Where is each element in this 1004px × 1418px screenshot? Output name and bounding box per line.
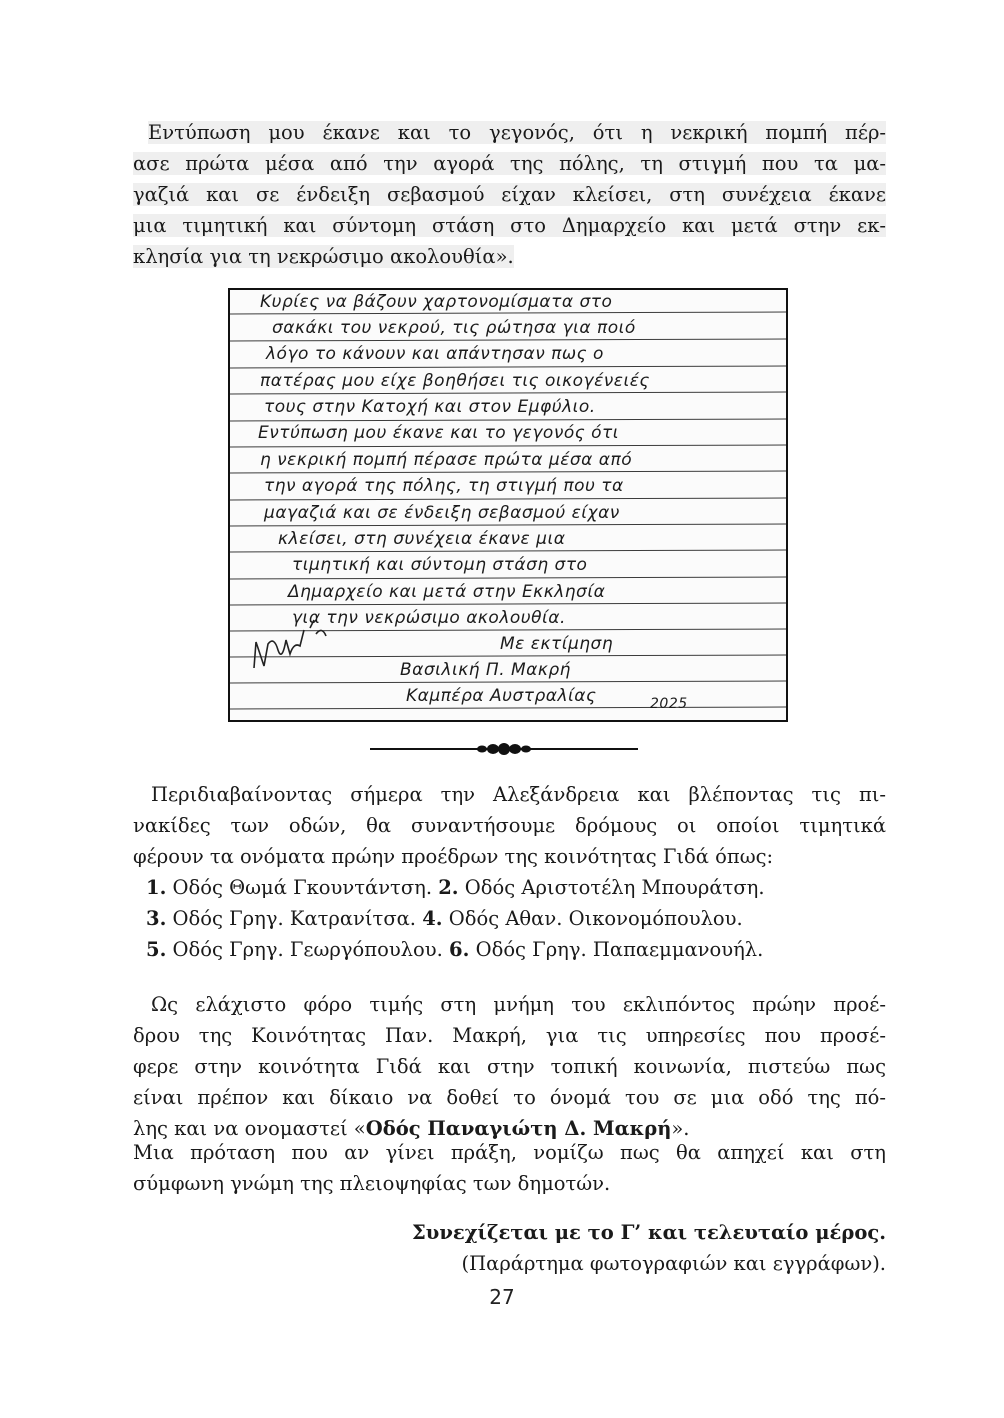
letter-line: κλείσει, στη συνέχεια έκανε μια — [278, 529, 566, 549]
quote-paragraph — [133, 117, 886, 272]
letter-line: πατέρας μου είχε βοηθήσει τις οικογένειές — [260, 371, 650, 391]
letter-line: Δημαρχείο και μετά στην Εκκλησία — [288, 582, 606, 602]
proposal-paragraph — [133, 989, 886, 1144]
handwritten-letter-image — [228, 288, 788, 722]
letter-location: Καμπέρα Αυστραλίας — [406, 686, 597, 706]
letter-line: τιμητική και σύντομη στάση στο — [292, 555, 588, 575]
closing-paragraph — [133, 1137, 886, 1199]
street-name: Οδός Αθαν. Οικονομόπουλου. — [442, 907, 743, 930]
street-number: 6. — [449, 938, 470, 961]
appendix-text: (Παράρτημα φωτογραφιών και εγγράφων). — [461, 1252, 886, 1275]
paragraph-line: δρου της Κοινότητας Παν. Μακρή, για τις υπηρεσίες που προσέ- — [133, 1024, 886, 1047]
quote-text: κλησία για τη νεκρώσιμο ακολουθία». — [133, 245, 514, 268]
street-name: Οδός Αριστοτέλη Μπουράτση. — [458, 876, 765, 899]
proposed-street-name: Οδός Παναγιώτη Δ. Μακρή — [365, 1117, 672, 1140]
street-list-item — [146, 934, 886, 965]
letter-line: για την νεκρώσιμο ακολουθία. — [292, 608, 566, 628]
quote-text: μια τιμητική και σύντομη στάση στο Δημαρχείο και μετά στην εκ- — [133, 214, 886, 237]
street-list — [146, 872, 886, 965]
quote-text: ασε πρώτα μέσα από την αγορά της πόλης, τη στιγμή που τα μα- — [133, 152, 886, 175]
letter-line: τους στην Κατοχή και στον Εμφύλιο. — [264, 397, 596, 417]
street-name: Οδός Γρηγ. Κατρανίτσα. — [166, 907, 423, 930]
letter-line: η νεκρική πομπή πέρασε πρώτα μέσα από — [260, 450, 633, 470]
letter-date: 2025 — [650, 696, 688, 712]
page-number: 27 — [489, 1285, 515, 1309]
street-number: 4. — [422, 907, 443, 930]
letter-line: μαγαζιά και σε ένδειξη σεβασμού είχαν — [264, 503, 620, 523]
quote-text: Εντύπωση μου έκανε και το γεγονός, ότι η νεκρική πομπή πέρ- — [148, 121, 886, 144]
paragraph-line: φέρουν τα ονόματα πρώην προέδρων της κοινότητας Γιδά όπως: — [133, 845, 774, 868]
quote-line — [133, 117, 886, 148]
text-span: ». — [671, 1117, 690, 1140]
letter-line: την αγορά της πόλης, τη στιγμή που τα — [264, 476, 624, 496]
street-list-item — [146, 872, 886, 903]
letter-line: λόγο το κάνουν και απάντησαν πως ο — [266, 344, 604, 364]
street-name: Οδός Θωμά Γκουντάντση. — [166, 876, 439, 899]
letter-line: Κυρίες να βάζουν χαρτονομίσματα στο — [260, 292, 613, 312]
letter-closing: Με εκτίμηση — [500, 634, 614, 654]
paragraph-line: είναι πρέπον και δίκαιο να δοθεί το όνομά του σε μια οδό της πό- — [133, 1086, 886, 1109]
quote-line — [133, 179, 886, 210]
street-name: Οδός Γρηγ. Παπαεμμανουήλ. — [469, 938, 764, 961]
street-list-item — [146, 903, 886, 934]
paragraph-line: φερε στην κοινότητα Γιδά και στην τοπική κοινωνία, πιστεύω πως — [133, 1055, 886, 1078]
street-number: 2. — [438, 876, 459, 899]
letter-signer: Βασιλική Π. Μακρή — [400, 660, 571, 680]
street-number: 3. — [146, 907, 167, 930]
letter-line: σακάκι του νεκρού, τις ρώτησα για ποιό — [272, 318, 636, 338]
street-number: 1. — [146, 876, 167, 899]
continuation-note — [133, 1217, 886, 1279]
letter-line: Εντύπωση μου έκανε και το γεγονός ότι — [258, 423, 619, 443]
quote-line — [133, 241, 886, 272]
ornamental-divider — [370, 741, 638, 757]
quote-line — [133, 148, 886, 179]
paragraph-line: νακίδες των οδών, θα συναντήσουμε δρόμους οι οποίοι τιμητικά — [133, 814, 886, 837]
paragraph-line: Περιδιαβαίνοντας σήμερα την Αλεξάνδρεια και βλέποντας τις πι- — [151, 783, 886, 806]
street-number: 5. — [146, 938, 167, 961]
text-span: λης και να ονομαστεί « — [133, 1117, 366, 1140]
paragraph-line: Μια πρόταση που αν γίνει πράξη, νομίζω πως θα απηχεί και στη — [133, 1141, 886, 1164]
quote-text: γαζιά και σε ένδειξη σεβασμού είχαν κλείσει, στη συνέχεια έκανε — [133, 183, 886, 206]
paragraph-line: Ως ελάχιστο φόρο τιμής στη μνήμη του εκλιπόντος πρώην προέ- — [151, 993, 886, 1016]
street-name: Οδός Γρηγ. Γεωργόπουλου. — [166, 938, 450, 961]
continued-text: Συνεχίζεται με το Γ’ και τελευταίο μέρος. — [412, 1221, 886, 1244]
quote-line — [133, 210, 886, 241]
streets-intro-paragraph — [133, 779, 886, 872]
paragraph-line: σύμφωνη γνώμη της πλειοψηφίας των δημοτών. — [133, 1172, 611, 1195]
